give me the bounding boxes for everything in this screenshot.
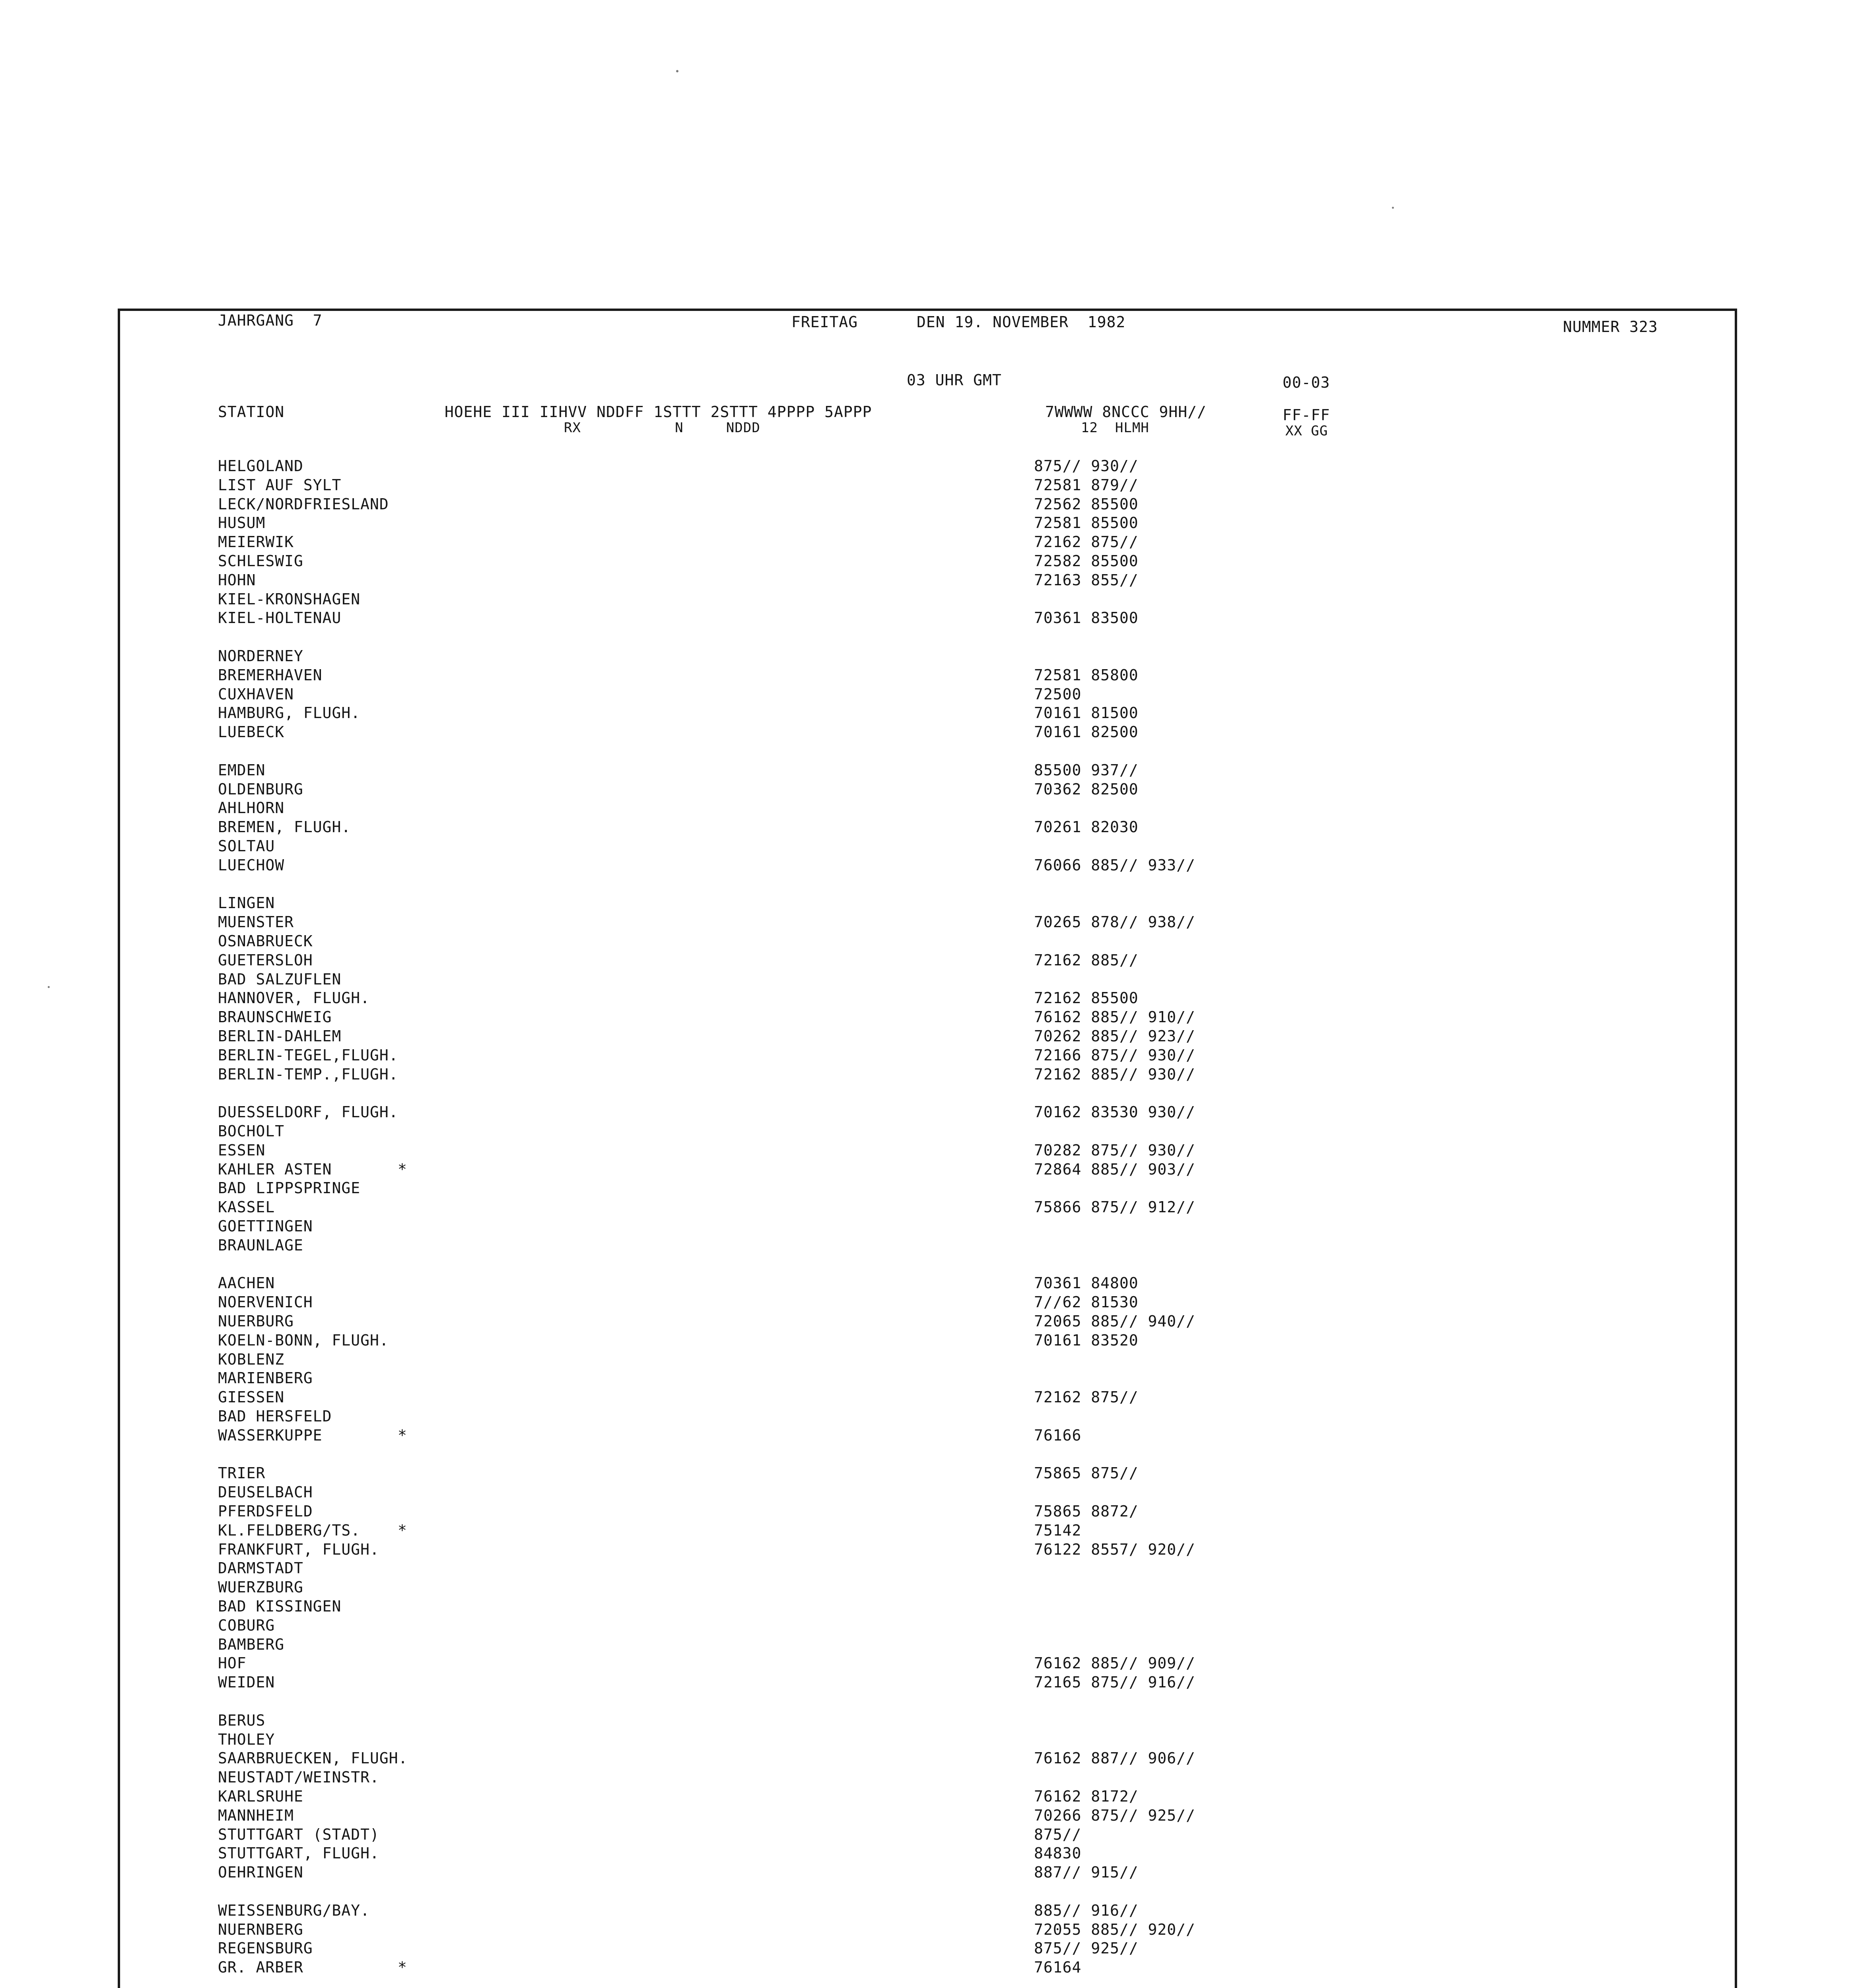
significant-weather-values: 70361 84800	[1034, 1274, 1139, 1292]
significant-weather-values: 75865 8872/	[1034, 1503, 1139, 1520]
station-name: SAARBRUECKEN, FLUGH.	[218, 1749, 408, 1767]
mountain-station-mark: *	[398, 1160, 407, 1178]
station-name: EMDEN	[218, 761, 266, 779]
station-name: NEUSTADT/WEINSTR.	[218, 1769, 379, 1786]
station-name: OLDENBURG	[218, 780, 303, 798]
station-column-header: STATION	[218, 403, 285, 421]
station-name: DARMSTADT	[218, 1559, 303, 1577]
station-name: LUEBECK	[218, 723, 285, 741]
significant-weather-values: 72500	[1034, 685, 1082, 703]
significant-weather-values: 72162 885// 930//	[1034, 1065, 1195, 1083]
observation-columns-header: HOEHE III IIHVV NDDFF 1STTT 2STTT 4PPPP 5APPP	[445, 403, 872, 421]
significant-weather-values: 885// 916//	[1034, 1901, 1139, 1919]
station-name: DEUSELBACH	[218, 1483, 313, 1501]
station-name: BRAUNSCHWEIG	[218, 1008, 332, 1026]
significant-weather-values: 76122 8557/ 920//	[1034, 1540, 1195, 1558]
station-name: WUERZBURG	[218, 1578, 303, 1596]
weekday-label: FREITAG	[791, 313, 858, 331]
significant-weather-values: 72165 875// 916//	[1034, 1673, 1195, 1691]
station-name: NORDERNEY	[218, 647, 303, 665]
station-name: LIST AUF SYLT	[218, 476, 342, 494]
station-name: BAD HERSFELD	[218, 1408, 332, 1425]
station-name: HANNOVER, FLUGH.	[218, 989, 370, 1007]
station-name: MARIENBERG	[218, 1369, 313, 1387]
station-name: BERLIN-TEGEL,FLUGH.	[218, 1046, 398, 1064]
station-name: LINGEN	[218, 894, 275, 912]
significant-weather-header: 7WWWW 8NCCC 9HH//	[1045, 403, 1207, 421]
station-name: OEHRINGEN	[218, 1864, 303, 1881]
jahrgang-label: JAHRGANG 7	[218, 312, 323, 329]
significant-weather-values: 72582 85500	[1034, 552, 1139, 570]
station-name: KOELN-BONN, FLUGH.	[218, 1331, 389, 1349]
significant-weather-values: 76164	[1034, 1959, 1082, 1976]
significant-weather-values: 70261 82030	[1034, 818, 1139, 836]
station-name: THOLEY	[218, 1730, 275, 1748]
station-name: FRANKFURT, FLUGH.	[218, 1540, 379, 1558]
station-name: BAD SALZUFLEN	[218, 970, 342, 988]
station-name: BRAUNLAGE	[218, 1236, 303, 1254]
station-name: BOCHOLT	[218, 1122, 285, 1140]
mountain-station-mark: *	[398, 1521, 407, 1539]
station-name: CUXHAVEN	[218, 685, 294, 703]
significant-weather-values: 76162 887// 906//	[1034, 1749, 1195, 1767]
significant-weather-values: 70262 885// 923//	[1034, 1027, 1195, 1045]
significant-weather-values: 70161 82500	[1034, 723, 1139, 741]
significant-weather-values: 72162 85500	[1034, 989, 1139, 1007]
station-name: HUSUM	[218, 514, 266, 532]
station-name: BAD KISSINGEN	[218, 1598, 342, 1615]
significant-weather-values: 72162 875//	[1034, 533, 1139, 551]
station-name: HELGOLAND	[218, 457, 303, 475]
significant-weather-subheader: 12 HLMH	[1081, 420, 1149, 436]
significant-weather-values: 72055 885// 920//	[1034, 1920, 1195, 1938]
mountain-station-mark: *	[398, 1959, 407, 1976]
station-name: MUENSTER	[218, 913, 294, 931]
significant-weather-values: 70361 83500	[1034, 609, 1139, 627]
station-name: MANNHEIM	[218, 1806, 294, 1824]
significant-weather-values: 76162 885// 910//	[1034, 1008, 1195, 1026]
report-frame	[118, 309, 1737, 1988]
gust-column-header: FF-FF	[1283, 406, 1330, 424]
station-name: STUTTGART, FLUGH.	[218, 1844, 379, 1862]
significant-weather-values: 75866 875// 912//	[1034, 1198, 1195, 1216]
issue-number: NUMMER 323	[1563, 318, 1658, 336]
observation-columns-subheader: RX N NDDD	[564, 420, 760, 436]
observation-time: 03 UHR GMT	[907, 371, 1002, 389]
significant-weather-values: 70266 875// 925//	[1034, 1806, 1195, 1824]
station-name: KASSEL	[218, 1198, 275, 1216]
station-name: LECK/NORDFRIESLAND	[218, 495, 389, 513]
station-name: DUESSELDORF, FLUGH.	[218, 1103, 398, 1121]
station-name: GUETERSLOH	[218, 951, 313, 969]
station-name: OSNABRUECK	[218, 932, 313, 950]
significant-weather-values: 875//	[1034, 1825, 1082, 1843]
station-name: LUECHOW	[218, 856, 285, 874]
significant-weather-values: 76162 885// 909//	[1034, 1654, 1195, 1672]
significant-weather-values: 76162 8172/	[1034, 1788, 1139, 1805]
station-name: SCHLESWIG	[218, 552, 303, 570]
station-name: KARLSRUHE	[218, 1788, 303, 1805]
significant-weather-values: 70282 875// 930//	[1034, 1141, 1195, 1159]
station-name: BAD LIPPSPRINGE	[218, 1179, 361, 1197]
significant-weather-values: 7//62 81530	[1034, 1293, 1139, 1311]
significant-weather-values: 72864 885// 903//	[1034, 1160, 1195, 1178]
significant-weather-values: 875// 930//	[1034, 457, 1139, 475]
significant-weather-values: 72065 885// 940//	[1034, 1312, 1195, 1330]
station-name: NOERVENICH	[218, 1293, 313, 1311]
station-name: GOETTINGEN	[218, 1217, 313, 1235]
station-name: KAHLER ASTEN	[218, 1160, 332, 1178]
station-name: WASSERKUPPE	[218, 1426, 323, 1444]
significant-weather-values: 72162 875//	[1034, 1388, 1139, 1406]
station-name: NUERBURG	[218, 1312, 294, 1330]
significant-weather-values: 72166 875// 930//	[1034, 1046, 1195, 1064]
station-name: HOF	[218, 1654, 247, 1672]
significant-weather-values: 70265 878// 938//	[1034, 913, 1195, 931]
mountain-station-mark: *	[398, 1426, 407, 1444]
significant-weather-values: 75142	[1034, 1521, 1082, 1539]
station-name: BERLIN-TEMP.,FLUGH.	[218, 1065, 398, 1083]
scan-speck	[1392, 207, 1394, 209]
significant-weather-values: 72581 85500	[1034, 514, 1139, 532]
station-name: AACHEN	[218, 1274, 275, 1292]
station-name: WEISSENBURG/BAY.	[218, 1901, 370, 1919]
significant-weather-values: 76066 885// 933//	[1034, 856, 1195, 874]
station-name: KOBLENZ	[218, 1350, 285, 1368]
station-name: PFERDSFELD	[218, 1503, 313, 1520]
station-name: BREMERHAVEN	[218, 666, 323, 684]
station-name: WEIDEN	[218, 1673, 275, 1691]
station-name: GIESSEN	[218, 1388, 285, 1406]
station-name: KL.FELDBERG/TS.	[218, 1521, 361, 1539]
station-name: REGENSBURG	[218, 1939, 313, 1957]
significant-weather-values: 72162 885//	[1034, 951, 1139, 969]
significant-weather-values: 887// 915//	[1034, 1864, 1139, 1881]
significant-weather-values: 70161 83520	[1034, 1331, 1139, 1349]
observation-range: 00-03	[1283, 374, 1330, 391]
station-name: KIEL-HOLTENAU	[218, 609, 342, 627]
significant-weather-values: 875// 925//	[1034, 1939, 1139, 1957]
station-name: STUTTGART (STADT)	[218, 1825, 379, 1843]
station-name: GR. ARBER	[218, 1959, 303, 1976]
significant-weather-values: 70162 83530 930//	[1034, 1103, 1195, 1121]
station-name: COBURG	[218, 1616, 275, 1634]
significant-weather-values: 84830	[1034, 1844, 1082, 1862]
station-name: HAMBURG, FLUGH.	[218, 704, 361, 722]
significant-weather-values: 70362 82500	[1034, 780, 1139, 798]
significant-weather-values: 72581 85800	[1034, 666, 1139, 684]
significant-weather-values: 72163 855//	[1034, 571, 1139, 589]
station-name: NUERNBERG	[218, 1920, 303, 1938]
station-name: AHLHORN	[218, 799, 285, 817]
gust-column-subheader: XX GG	[1285, 423, 1328, 439]
date-label: DEN 19. NOVEMBER 1982	[917, 313, 1126, 331]
station-name: BERLIN-DAHLEM	[218, 1027, 342, 1045]
station-name: MEIERWIK	[218, 533, 294, 551]
station-name: BREMEN, FLUGH.	[218, 818, 351, 836]
significant-weather-values: 72581 879//	[1034, 476, 1139, 494]
station-name: TRIER	[218, 1464, 266, 1482]
significant-weather-values: 85500 937//	[1034, 761, 1139, 779]
significant-weather-values: 76166	[1034, 1426, 1082, 1444]
station-name: BAMBERG	[218, 1635, 285, 1653]
station-name: ESSEN	[218, 1141, 266, 1159]
significant-weather-values: 70161 81500	[1034, 704, 1139, 722]
station-name: KIEL-KRONSHAGEN	[218, 590, 361, 608]
station-name: BERUS	[218, 1711, 266, 1729]
scan-speck	[676, 70, 678, 72]
scan-speck	[48, 986, 50, 988]
station-name: SOLTAU	[218, 837, 275, 855]
station-name: HOHN	[218, 571, 256, 589]
significant-weather-values: 75865 875//	[1034, 1464, 1139, 1482]
significant-weather-values: 72562 85500	[1034, 495, 1139, 513]
